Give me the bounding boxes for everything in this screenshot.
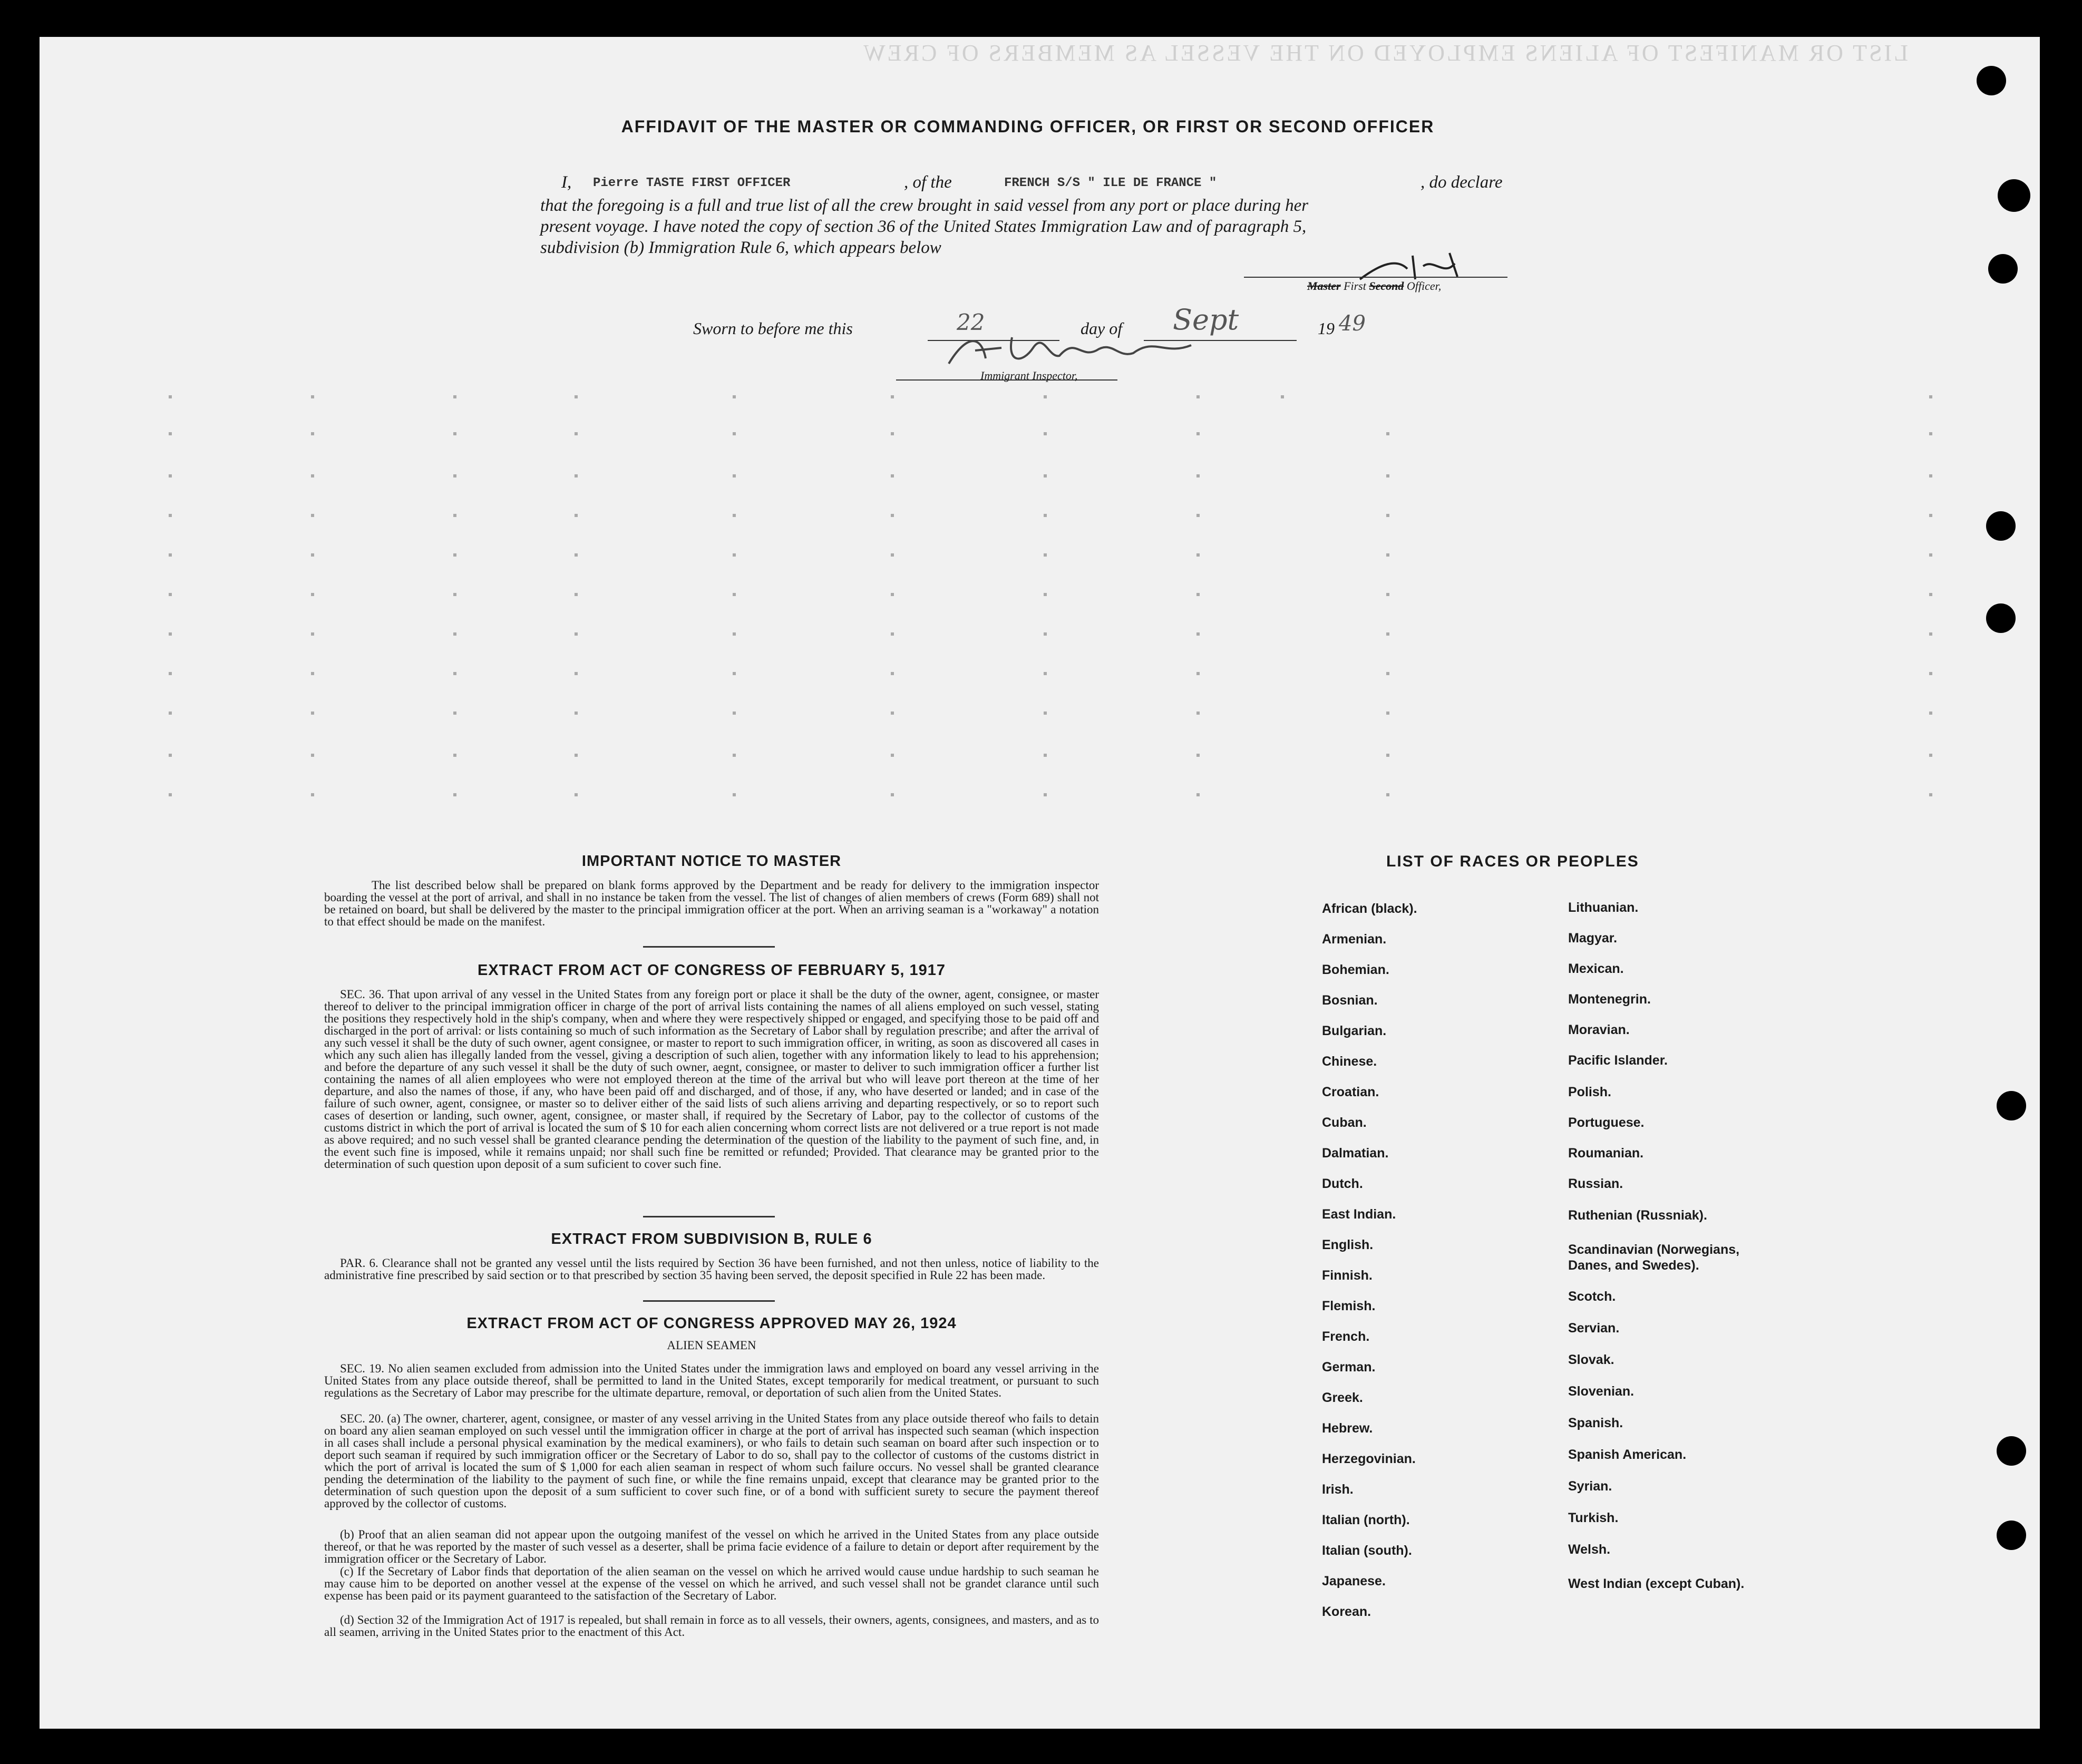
race-item: Montenegrin.: [1568, 992, 1651, 1007]
race-item: Slovenian.: [1568, 1384, 1635, 1399]
notice-divider: [643, 946, 775, 948]
race-item: English.: [1322, 1237, 1374, 1252]
reverse-side-bleed: LIST OR MANIFEST OF ALIENS EMPLOYED ON THE VESSEL AS MEMBERS OF CREW: [861, 40, 1908, 66]
race-item: Welsh.: [1568, 1542, 1611, 1557]
rule6-divider: [643, 1300, 775, 1302]
act1924-sec20a: SEC. 20. (a) The owner, charterer, agent, consignee, or master of any vessel arriving in the United States from any place outside thereof who fails to detain on board any alien seaman employed on such vessel until the immigration officer in charge at the port of arrival has inspected such seaman (which inspection in all cases shall include a personal physical examination by the medical examiners), or who fails to detain such seaman on board after such inspection or to deport such seaman if required by such immigration officer or the Secretary of Labor to do so, shall pay to the collector of customs of the customs district in which the port of arrival is located the sum of $ 1,000 for each alien seaman in respect of whom such failure occurs. No vessel shall be granted clearance pending the determination of the liability to the payment of such fine, or while the fine remains unpaid, except that clearance may be granted prior to the determination of such question upon the deposit of a sum sufficient to cover such fine, or of a bond with sufficient surety to secure the payment thereof approved by the collector of customs.: [324, 1412, 1099, 1510]
race-item: Irish.: [1322, 1482, 1354, 1497]
races-title: LIST OF RACES OR PEOPLES: [1386, 853, 1639, 870]
race-item: French.: [1322, 1329, 1370, 1344]
race-item: Dalmatian.: [1322, 1146, 1389, 1161]
sig-officer: Officer,: [1406, 279, 1442, 293]
race-item: Italian (north).: [1322, 1513, 1410, 1527]
race-item: Russian.: [1568, 1176, 1623, 1191]
race-item: Japanese.: [1322, 1574, 1386, 1588]
race-item: Flemish.: [1322, 1299, 1376, 1313]
race-item: African (black).: [1322, 901, 1417, 916]
rule6-title: EXTRACT FROM SUBDIVISION B, RULE 6: [551, 1231, 872, 1248]
race-item: Magyar.: [1568, 931, 1618, 946]
year-prefix: 19: [1318, 319, 1335, 338]
vessel-name-field: FRENCH S/S " ILE DE FRANCE ": [1004, 176, 1217, 190]
sig-master-struck: Master: [1307, 279, 1341, 293]
race-item: Ruthenian (Russniak).: [1568, 1208, 1707, 1223]
act1924-subtitle: ALIEN SEAMEN: [667, 1339, 756, 1352]
act1917-title: EXTRACT FROM ACT OF CONGRESS OF FEBRUARY 5, 1917: [477, 962, 946, 979]
race-item: Greek.: [1322, 1390, 1363, 1405]
race-item: Pacific Islander.: [1568, 1053, 1668, 1068]
act1924-sec20d: (d) Section 32 of the Immigration Act of 1917 is repealed, but shall remain in force as to all vessels, their owners, agents, consignees, and masters, and as to all seamen, arriving in the United States prior to the enactment of this Act.: [324, 1613, 1099, 1639]
notice-title: IMPORTANT NOTICE TO MASTER: [581, 853, 842, 870]
binder-hole: [1986, 603, 2016, 633]
day-value: 22: [957, 309, 985, 335]
binder-hole: [1998, 179, 2030, 212]
race-item: Bohemian.: [1322, 962, 1389, 977]
signature-officer-line: [1307, 279, 1441, 293]
race-item: Moravian.: [1568, 1022, 1630, 1037]
inspector-label: Immigrant Inspector,: [980, 369, 1078, 382]
race-item: Cuban.: [1322, 1115, 1367, 1130]
race-item: Polish.: [1568, 1085, 1611, 1099]
race-item: Spanish.: [1568, 1416, 1623, 1430]
race-item: Lithuanian.: [1568, 900, 1639, 915]
race-item: Finnish.: [1322, 1268, 1373, 1283]
binder-hole: [1988, 254, 2018, 284]
race-item: Scandinavian (Norwegians, Danes, and Swedes).: [1568, 1242, 1740, 1273]
affidavit-of-the: , of the: [904, 173, 952, 192]
act1917-divider: [643, 1216, 775, 1217]
affidavit-do-declare: , do declare: [1421, 173, 1503, 192]
race-item: Korean.: [1322, 1604, 1371, 1619]
binder-hole: [1997, 1436, 2026, 1466]
race-item: Bosnian.: [1322, 993, 1378, 1008]
sworn-label: Sworn to before me this: [693, 319, 853, 338]
act1924-sec19: SEC. 19. No alien seamen excluded from admission into the United States under the immigration laws and employed on board any vessel arriving in the United States from any place outside thereof, shall be permitted to land in the United States, except temporarily for medical treatment, or pursuant to such regulations as the Secretary of Labor may prescribe for the ultimate departure, removal, or deportation of such alien from the United States.: [324, 1362, 1099, 1399]
race-item: Hebrew.: [1322, 1421, 1373, 1436]
race-item: Roumanian.: [1568, 1146, 1644, 1161]
rule6-text: PAR. 6. Clearance shall not be granted any vessel until the lists required by Section 36 have been furnished, and not then unless, notice of liability to the administrative fine prescribed by said section or to that prescribed by section 35 having been served, the deposit specified in Rule 22 has been made.: [324, 1256, 1099, 1282]
officer-name-field: Pierre TASTE FIRST OFFICER: [593, 176, 791, 190]
act1924-title: EXTRACT FROM ACT OF CONGRESS APPROVED MAY 26, 1924: [466, 1315, 957, 1332]
affidavit-line3: present voyage. I have noted the copy of section 36 of the United States Immigration Law and of paragraph 5,: [540, 217, 1307, 236]
binder-hole: [1997, 1521, 2026, 1550]
affidavit-title: AFFIDAVIT OF THE MASTER OR COMMANDING OFFICER, OR FIRST OR SECOND OFFICER: [621, 117, 1435, 136]
race-item: German.: [1322, 1360, 1376, 1375]
act1924-sec20b: (b) Proof that an alien seaman did not appear upon the outgoing manifest of the vessel on which he arrived in the United States from any place outside thereof, or that he was reported by the master of such vessel as a deserter, shall be prima facie evidence of a failure to detain or deport after requirement by the immigration officer or the Secretary of Labor.: [324, 1528, 1099, 1565]
race-item: Spanish American.: [1568, 1447, 1687, 1462]
race-item: Italian (south).: [1322, 1543, 1412, 1558]
race-item: West Indian (except Cuban).: [1568, 1576, 1745, 1591]
race-item: Dutch.: [1322, 1176, 1363, 1191]
race-item: Servian.: [1568, 1321, 1620, 1336]
race-item: Slovak.: [1568, 1352, 1614, 1367]
inspector-signature: [943, 327, 1218, 374]
sig-second-struck: Second: [1369, 279, 1404, 293]
binder-hole: [1997, 1091, 2026, 1120]
race-item: Mexican.: [1568, 961, 1624, 976]
act1924-sec20c: (c) If the Secretary of Labor finds that deportation of the alien seaman on the vessel on which he arrived would cause undue hardship to such seaman he may cause him to be deported on another vessel at the expense of the vessel on which he arrived, and such vessel shall not be grandet clarance until such expense has been paid or its payment guaranteed to the satisfaction of the Secretary of Labor.: [324, 1565, 1099, 1602]
race-item: Armenian.: [1322, 932, 1387, 947]
affidavit-line4: subdivision (b) Immigration Rule 6, which appears below: [540, 238, 941, 257]
act1917-text: SEC. 36. That upon arrival of any vessel in the United States from any foreign port or place it shall be the duty of the owner, agent, consignee, or master thereof to deliver to the principal immigration officer in charge of the port of arrival lists containing the names of all aliens employed on such vessel, stating the positions they respectively hold in the ship's company, when and where they were respectively shipped or engaged, and specifying those to be paid off and discharged in the port of arrival: or lists containing so much of such information as the Secretary of Labor shall by regulation prescribe; and after the arrival of any such vessel it shall be the duty of such owner, agent consignee, or master to report to such immigration officer, in writing, as soon as discovered all cases in which any such alien has illegally landed from the vessel, giving a description of such alien, together with any information likely to lead to his apprehension; and before the departure of any such vessel it shall be the duty of such owner, aegnt, consignee, or master to deliver to such immigration officer a further list containing the names of all alien employees who were not employed thereon at the time of the arrival but who will leave port thereon at the time of her departure, and also the names of those, if any, who have been paid off and discharged, and of those, if any, who have deserted or landed; and in case of the failure of such owner, agent, consignee, or master so to deliver either of the said lists of such aliens arriving and departing respectively, or so to report such cases of desertion or landing, such owner, agent, consignee, or master shall, if required by the Secretary of Labor, pay to the collector of customs of the customs district in which the port of arrival is located the sum of $ 10 for each alien concerning whom correct lists are not delivered or a true report is not made as above required; and no such vessel shall be granted clearance pending the determination of the question of the liability to the payment of such fine, and, in the event such fine is imposed, while it remains unpaid; nor shall such fine be remitted or refunded; Provided. That clearance may be granted prior to the determination of such question upon deposit of a sum suficient to cover such fine.: [324, 988, 1100, 1171]
race-item: East Indian.: [1322, 1207, 1396, 1222]
binder-hole: [1977, 66, 2006, 95]
signature-rule: [1244, 277, 1507, 278]
race-item: Portuguese.: [1568, 1115, 1645, 1130]
affidavit-i: I,: [561, 173, 572, 192]
race-item: Chinese.: [1322, 1054, 1377, 1069]
affidavit-line2: that the foregoing is a full and true list of all the crew brought in said vessel from any port or place during her: [540, 196, 1309, 215]
binder-hole: [1986, 511, 2016, 541]
notice-text: The list described below shall be prepared on blank forms approved by the Department and be ready for delivery to the immigration inspector boarding the vessel at the port of arrival, and shall in no instance be taken from the vessel. The list of changes of alien members of crews (Form 689) shall not be retained on board, but shall be delivered by the master to the principal immigration officer at the port. When an arriving seaman is a "workaway" a notation to that effect should be made on the manifest.: [324, 879, 1099, 928]
race-item: Turkish.: [1568, 1510, 1619, 1525]
race-item: Syrian.: [1568, 1479, 1612, 1494]
day-label: day of: [1081, 319, 1123, 338]
sig-first: First: [1344, 279, 1366, 293]
month-value: Sept: [1173, 303, 1239, 336]
race-item: Croatian.: [1322, 1085, 1379, 1099]
year-value: 49: [1339, 311, 1366, 336]
race-item: Herzegovinian.: [1322, 1451, 1416, 1466]
race-item: Bulgarian.: [1322, 1024, 1387, 1038]
race-item: Scotch.: [1568, 1289, 1616, 1304]
